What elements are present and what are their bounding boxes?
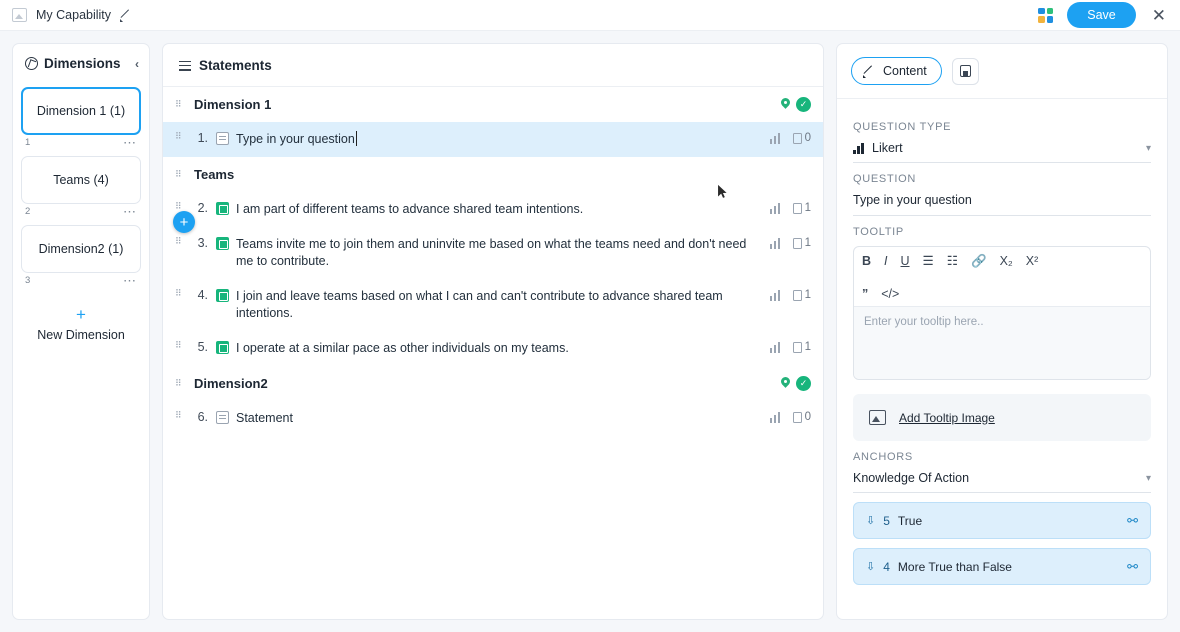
statement-row-6[interactable] [163,401,823,436]
sidebar-item-dimension-1[interactable] [21,87,141,135]
chart-icon[interactable] [770,133,782,144]
add-tooltip-image-link[interactable]: Add Tooltip Image [899,410,995,425]
anchor-label: True [897,513,923,528]
statement-number: 3. [197,236,208,250]
trophy-icon[interactable]: ⚯ [1127,512,1138,528]
italic-icon[interactable]: I [884,254,888,268]
group-row-teams[interactable] [163,157,823,192]
statements-list [163,87,823,619]
statement-row-2[interactable] [163,192,823,227]
anchors-label: ANCHORS [853,451,913,463]
dimension-index: 3 [25,275,31,286]
attachment-count[interactable] [793,411,811,423]
statement-text[interactable]: Type in your question [236,131,770,148]
anchor-item-more-true-than-false[interactable] [853,548,1151,585]
pin-icon[interactable] [780,98,791,111]
drag-handle-icon[interactable]: ⠿ [175,410,183,420]
top-bar [0,0,1180,31]
pencil-icon [863,65,876,78]
chart-icon[interactable] [770,342,782,353]
document-icon [793,342,802,353]
image-icon [12,8,27,22]
statement-number: 4. [197,288,208,302]
new-dimension-button[interactable] [21,294,141,342]
main-body [0,31,1180,632]
list-icon [179,61,191,71]
attachment-count[interactable] [793,202,811,214]
count-value: 1 [804,202,811,214]
drag-handle-icon[interactable]: ⠿ [175,236,183,246]
bold-icon[interactable]: B [862,254,872,268]
statement-type-icon [216,202,229,215]
group-icons [780,97,811,112]
drag-handle-icon[interactable]: ⠿ [175,99,183,109]
link-icon[interactable]: 🔗 [970,254,987,268]
tooltip-toolbar-row2 [862,287,1142,302]
dimensions-list [13,81,149,342]
pencil-icon[interactable] [120,9,133,22]
group-title: Dimension2 [194,376,268,391]
dimension-index: 2 [25,206,31,217]
dimension-menu-icon[interactable]: ⋯ [123,272,137,288]
save-button[interactable]: Save [1067,2,1136,28]
content-panel-body [837,99,1167,585]
question-label: QUESTION [853,173,917,185]
quote-icon[interactable]: ” [862,287,869,301]
count-value: 0 [804,132,811,144]
statement-type-icon [216,289,229,302]
top-bar-left [12,8,133,22]
drag-handle-icon[interactable]: ⠿ [175,340,183,350]
count-value: 0 [804,411,811,423]
statements-panel [162,43,824,620]
tooltip-toolbar [854,247,1150,307]
status-circle-icon[interactable]: ✓ [796,97,811,112]
attachment-count[interactable] [793,289,811,301]
group-title: Teams [194,167,235,182]
content-panel-header [837,44,1167,99]
dimension-index: 1 [25,137,31,148]
statement-number: 2. [197,201,208,215]
tab-content-label: Content [883,64,927,78]
chevron-down-icon: ▾ [1145,142,1151,154]
trophy-icon[interactable]: ⚯ [1127,558,1138,574]
drag-handle-icon[interactable]: ⠿ [175,201,183,211]
question-type-value: Likert [872,141,903,155]
collapse-icon[interactable]: ‹ [135,56,139,71]
attachment-count[interactable] [793,237,811,249]
drag-handle-icon[interactable]: ⠿ [175,131,183,141]
chart-icon[interactable] [770,290,782,301]
document-icon [793,412,802,423]
anchor-number: 4 [883,559,890,574]
anchors-select-value: Knowledge Of Action [853,471,970,485]
sidebar-item-teams[interactable] [21,156,141,204]
tab-content[interactable] [851,57,942,85]
anchors-select[interactable] [853,471,1151,493]
statement-actions [770,131,811,144]
question-input[interactable]: Type in your question [853,193,1151,216]
ordered-list-icon[interactable]: ☰ [922,254,934,268]
dimension-label: Dimension2 (1) [38,242,124,256]
dimension-label: Dimension 1 (1) [36,104,126,118]
tooltip-textarea[interactable]: Enter your tooltip here.. [854,307,1150,379]
statement-text[interactable]: I join and leave teams based on what I can and can't contribute to advance shared team intentions. [236,289,723,320]
sort-arrow-icon: ⇩ [866,561,876,573]
add-statement-button[interactable]: + [173,211,195,233]
dimensions-title: Dimensions [44,56,121,71]
drag-handle-icon[interactable]: ⠿ [175,378,183,388]
statement-actions [770,288,811,301]
statement-actions [770,201,811,214]
count-value: 1 [804,289,811,301]
document-icon [793,203,802,214]
document-icon [793,238,802,249]
statement-type-icon [216,132,229,145]
attachment-count[interactable] [793,341,811,353]
statement-type-icon [216,341,229,354]
add-tooltip-image-row[interactable] [853,394,1151,441]
statement-actions [770,340,811,353]
statement-row-3[interactable] [163,227,823,279]
content-panel [836,43,1168,620]
dimensions-header [13,44,149,81]
image-icon [869,410,886,425]
drag-handle-icon[interactable]: ⠿ [175,288,183,298]
question-type-label: QUESTION TYPE [853,121,952,133]
group-row-dimension2[interactable] [163,366,823,401]
count-value: 1 [804,237,811,249]
group-row-dimension-1[interactable] [163,87,823,122]
underline-icon[interactable]: U [900,254,910,268]
superscript-icon[interactable]: X² [1025,254,1039,268]
statement-type-icon [216,237,229,250]
dimension-label: Teams (4) [53,173,109,187]
anchor-number: 5 [883,513,890,528]
statement-text[interactable]: I am part of different teams to advance shared team intentions. [236,202,584,216]
group-icons [780,376,811,391]
statement-row-4[interactable] [163,279,823,331]
top-bar-right [1038,2,1168,28]
dimensions-panel [12,43,150,620]
statements-title: Statements [199,58,272,73]
bullet-list-icon[interactable]: ☷ [946,254,958,268]
status-circle-icon[interactable]: ✓ [796,376,811,391]
pin-icon[interactable] [780,377,791,390]
count-value: 1 [804,341,811,353]
group-title: Dimension 1 [194,97,272,112]
dimension-menu-icon[interactable]: ⋯ [123,134,137,150]
dimension-meta [21,134,141,156]
likert-icon [853,143,865,154]
capability-title: My Capability [36,8,112,22]
chart-icon[interactable] [770,412,782,423]
statement-actions [770,236,811,249]
plus-icon: + [76,305,86,324]
statement-number: 6. [197,410,208,424]
statement-number: 5. [197,340,208,354]
document-icon [793,133,802,144]
archive-button[interactable] [952,58,979,85]
attachment-count[interactable] [793,132,811,144]
chart-icon[interactable] [770,203,782,214]
statement-row-1[interactable] [163,122,823,157]
tooltip-editor [853,246,1151,380]
document-icon [793,290,802,301]
drag-handle-icon[interactable]: ⠿ [175,169,183,179]
sidebar-item-dimension2[interactable] [21,225,141,273]
statement-text[interactable]: Statement [236,411,293,425]
statement-number: 1. [197,131,208,145]
statement-text[interactable]: I operate at a similar pace as other individuals on my teams. [236,341,569,355]
anchor-label: More True than False [897,559,1012,574]
sort-arrow-icon: ⇩ [866,515,876,527]
code-icon[interactable]: </> [881,287,900,301]
statement-actions [770,410,811,423]
chevron-down-icon: ▾ [1145,472,1151,484]
question-type-select[interactable] [853,141,1151,163]
dimension-meta [21,203,141,225]
dimension-menu-icon[interactable]: ⋯ [123,203,137,219]
chart-icon[interactable] [770,238,782,249]
dimensions-icon [25,57,38,70]
apps-grid-icon[interactable] [1038,8,1053,23]
close-icon[interactable]: ✕ [1151,5,1166,25]
anchor-item-true[interactable] [853,502,1151,539]
new-dimension-label: New Dimension [37,328,125,342]
archive-icon [960,65,971,77]
dimension-meta [21,272,141,294]
statement-row-5[interactable] [163,331,823,366]
statements-header [163,44,823,87]
tooltip-label: TOOLTIP [853,226,904,238]
statement-type-icon [216,411,229,424]
statement-text[interactable]: Teams invite me to join them and uninvite me based on what the teams need and don't need me to contribute. [236,237,747,268]
subscript-icon[interactable]: X₂ [999,254,1013,268]
